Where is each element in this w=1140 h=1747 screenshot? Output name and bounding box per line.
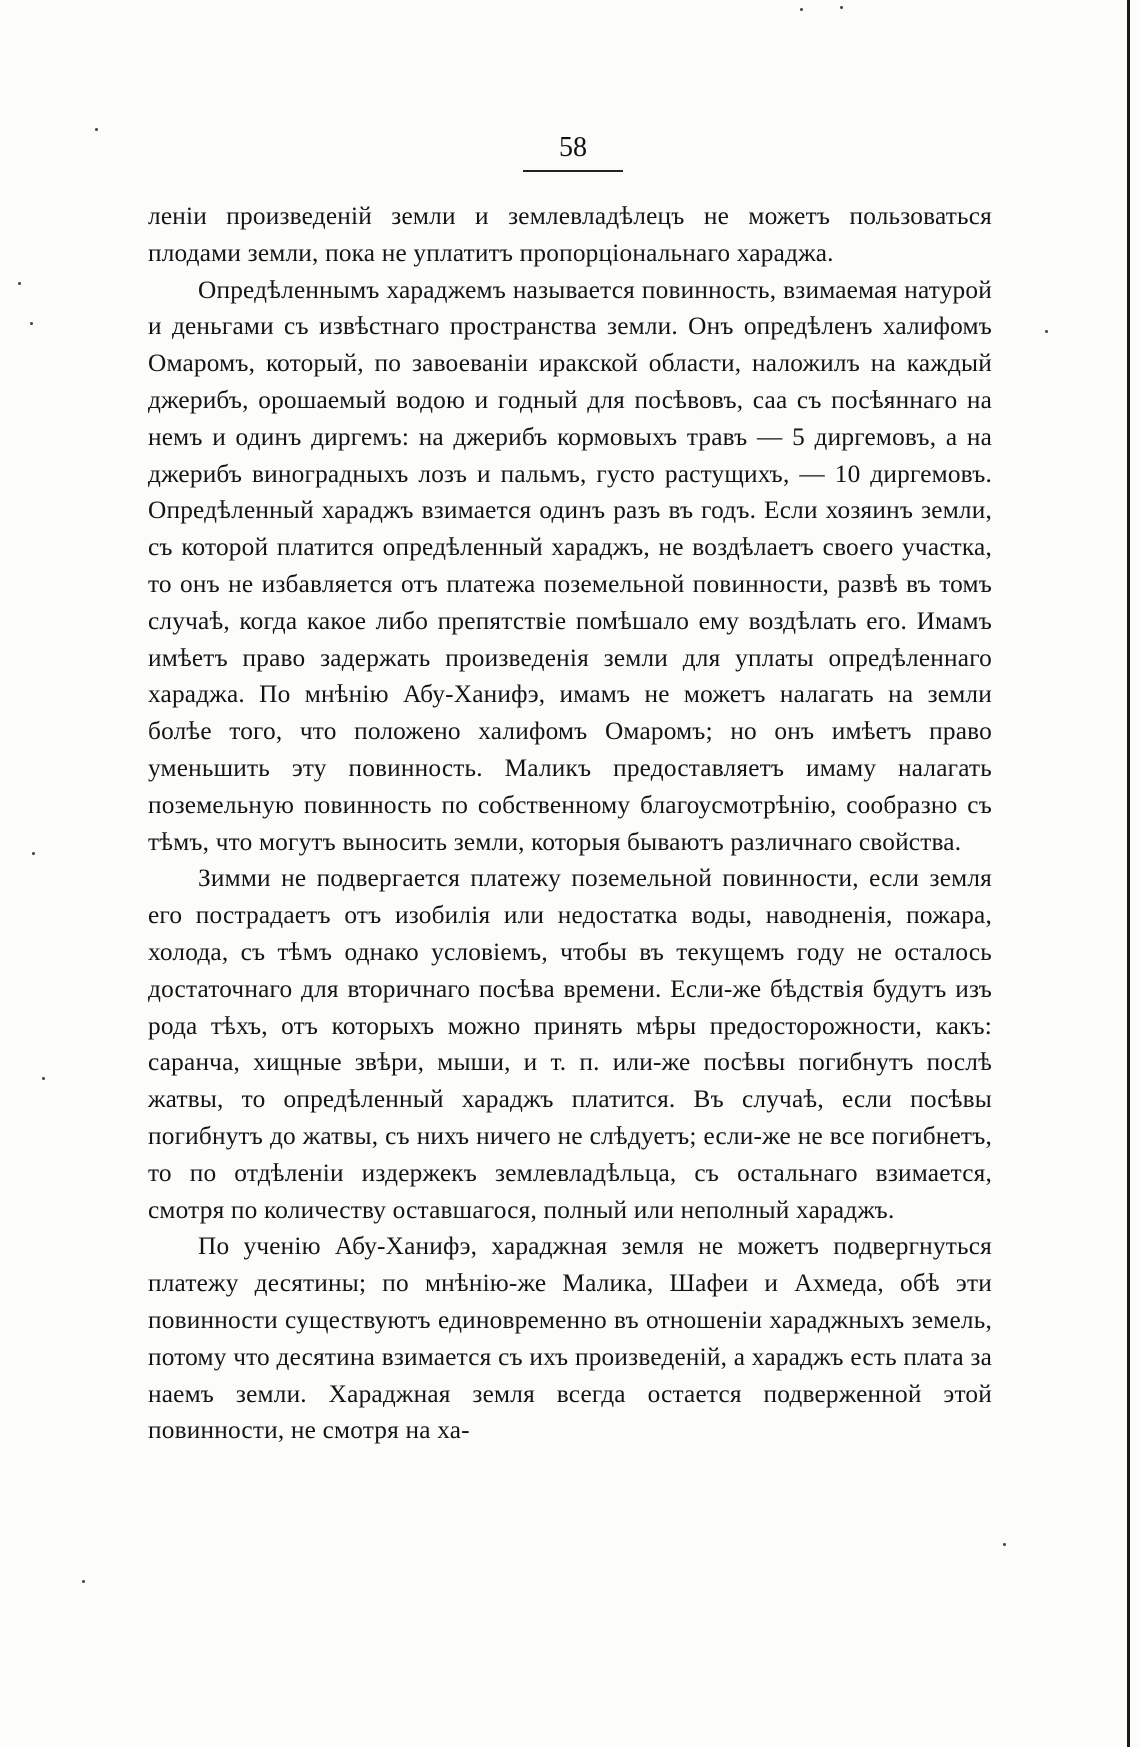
- print-speck: [32, 852, 35, 855]
- print-speck: [1045, 330, 1048, 333]
- print-speck: [42, 1077, 45, 1080]
- print-speck: [30, 322, 33, 325]
- print-speck: [95, 128, 98, 131]
- paragraph-abu-hanifa: По ученію Абу-Ханифэ, хараджная земля не можетъ подвергнуться платежу десятины; по мнѣнію-же Малика, Шафеи и Ахмеда, обѣ эти повинности существуютъ единовременно въ отношеніи хараджныхъ земель, потому что десятина взимается съ ихъ произведеній, а хараджъ есть плата за наемъ земли. Хараджная земля всегда остается подверженной этой повинности, не смотря на ха-: [148, 1232, 992, 1445]
- paragraph-zimmi: Зимми не подвергается платежу поземельной повинности, если земля его пострадаетъ отъ изобилія или недостатка воды, наводненія, пожара, холода, съ тѣмъ однако условіемъ, чтобы въ текущемъ году не осталось достаточнаго для вторичнаго посѣва времени. Если-же бѣдствія будутъ изъ рода тѣхъ, отъ которыхъ можно принять мѣры предосторожности, какъ: саранча, хищные звѣри, мыши, и т. п. или-же посѣвы погибнутъ послѣ жатвы, то опредѣленный хараджъ платится. Въ случаѣ, если посѣвы погибнутъ до жатвы, съ нихъ ничего не слѣдуетъ; если-же не все погибнетъ, то по отдѣленіи издержекъ землевладѣльца, съ остальнаго взимается, смотря по количеству оставшагося, полный или неполный хараджъ.: [148, 864, 992, 1224]
- paragraph-defined-kharaj: Опредѣленнымъ хараджемъ называется повинность, взимаемая натурой и деньгами съ извѣстнаго пространства земли. Онъ опредѣленъ халифомъ Омаромъ, который, по завоеваніи иракской области, наложилъ на каждый джерибъ, орошаемый водою и годный для посѣвовъ, саа съ посѣяннаго на немъ и одинъ диргемъ: на джерибъ кормовыхъ травъ — 5 диргемовъ, а на джерибъ виноградныхъ лозъ и пальмъ, густо растущихъ, — 10 диргемовъ. Опредѣленный хараджъ взимается одинъ разъ въ годъ. Если хозяинъ земли, съ которой платится опредѣленный хараджъ, не воздѣлаетъ своего участка, то онъ не избавляется отъ платежа поземельной повинности, развѣ въ томъ случаѣ, когда какое либо препятствіе помѣшало ему воздѣлать его. Имамъ имѣетъ право задержать произведенія земли для уплаты опредѣленнаго хараджа. По мнѣнію Абу-Ханифэ, имамъ не можетъ налагать на земли болѣе того, что положено халифомъ Омаромъ; но онъ имѣетъ право уменьшить эту повинность. Маликъ предоставляетъ имаму налагать поземельную повинность по собственному благоусмотрѣнію, сообразно съ тѣмъ, что могутъ выносить земли, которыя бываютъ различнаго свойства.: [148, 275, 992, 856]
- print-speck: [82, 1580, 85, 1583]
- print-speck: [840, 6, 843, 9]
- page-number-rule: [523, 170, 623, 172]
- print-speck: [18, 282, 21, 285]
- body-text: [148, 198, 992, 1449]
- paragraph-continued: леніи произведеній земли и землевладѣлецъ не можетъ пользоваться плодами земли, пока не уплатитъ пропорціональнаго хараджа.: [148, 202, 992, 267]
- print-speck: [1003, 1543, 1006, 1546]
- page-number: 58: [559, 132, 587, 163]
- print-speck: [800, 8, 803, 11]
- page-edge-shadow: [1127, 0, 1130, 1747]
